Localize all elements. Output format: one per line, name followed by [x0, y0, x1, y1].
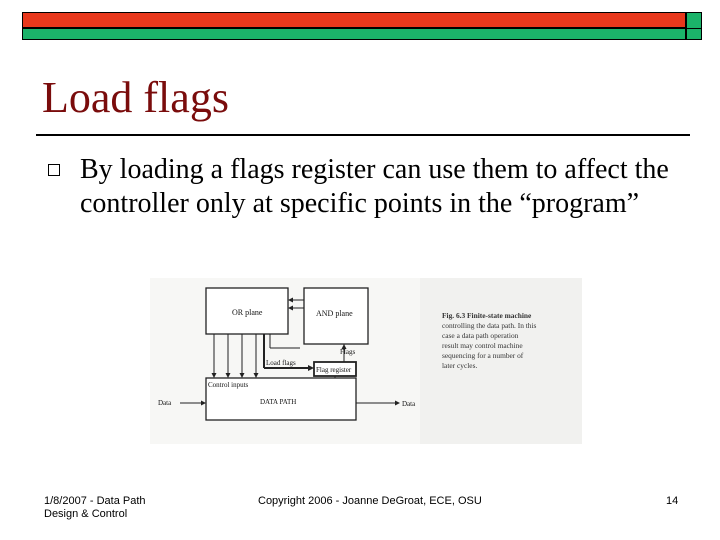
figure-caption-line: later cycles.: [442, 361, 478, 370]
and-plane-label: AND plane: [316, 309, 353, 318]
figure-caption-line: result may control machine: [442, 341, 523, 350]
data-out-label: Data: [402, 400, 416, 408]
figure-caption-line: Fig. 6.3 Finite-state machine: [442, 311, 532, 320]
or-plane-label: OR plane: [232, 308, 263, 317]
figure-caption-line: case a data path operation: [442, 331, 519, 340]
figure-caption-line: controlling the data path. In this: [442, 321, 537, 330]
figure-caption-line: sequencing for a number of: [442, 351, 524, 360]
footer-left-line2: Design & Control: [44, 508, 128, 520]
data-in-label: Data: [158, 399, 172, 407]
flag-register-label: Flag register: [316, 366, 352, 374]
flags-label: Flags: [340, 348, 356, 356]
title-divider: [36, 134, 690, 136]
top-bar-red: [22, 12, 686, 28]
load-flags-label: Load flags: [266, 359, 296, 367]
data-path-label: DATA PATH: [260, 398, 297, 406]
footer-copyright: Copyright 2006 - Joanne DeGroat, ECE, OSU: [258, 495, 482, 507]
page-number: 14: [666, 495, 679, 507]
footer-date-title: [44, 495, 184, 521]
fsm-figure: [150, 278, 582, 444]
slide-title: Load flags: [42, 73, 229, 122]
top-bar-end-square-lower: [686, 28, 702, 40]
control-inputs-label: Control inputs: [208, 381, 249, 389]
bullet-square-icon: [48, 164, 60, 176]
bullet-text: By loading a flags register can use them to affect the controller only at specific points in the “program”: [80, 154, 669, 219]
footer-left-line1: 1/8/2007 - Data Path: [44, 495, 146, 507]
top-bar-green: [22, 28, 686, 40]
